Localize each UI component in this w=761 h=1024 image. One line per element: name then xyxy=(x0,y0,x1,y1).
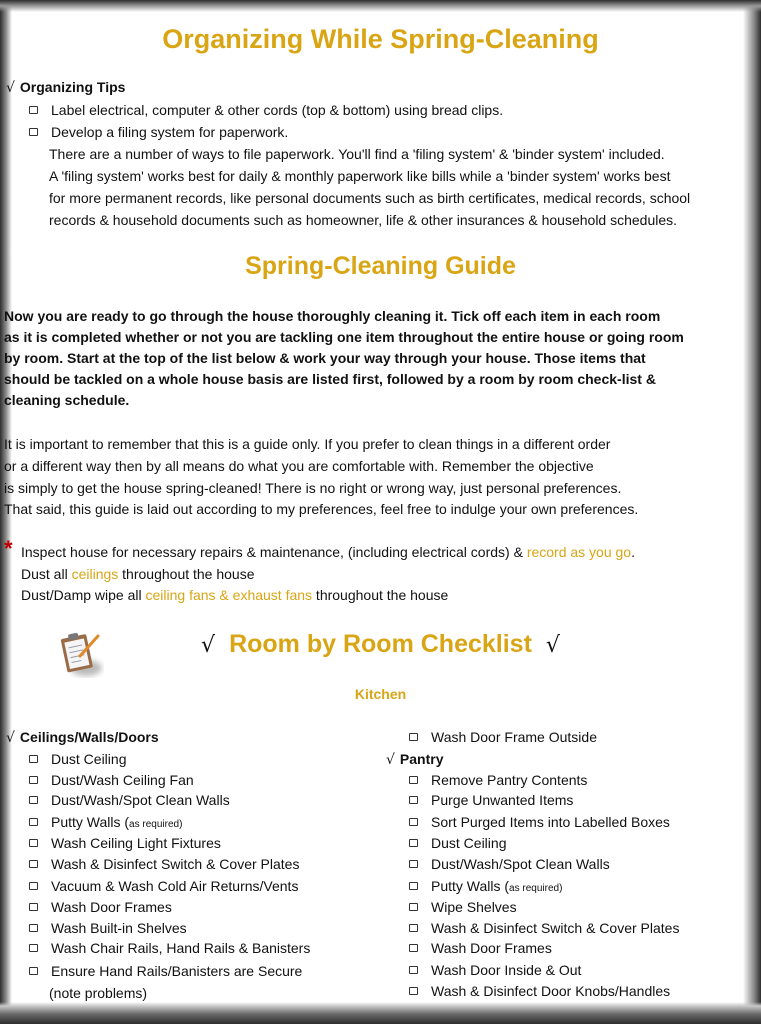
checkbox-icon[interactable] xyxy=(409,818,418,826)
guide-intro-line: cleaning schedule. xyxy=(4,392,130,408)
checklist-item: Wash Door Frame Outside xyxy=(409,729,597,745)
tip-paragraph-line: There are a number of ways to file paperwork. You'll find a 'filing system' & 'binder system' included. xyxy=(49,146,665,162)
check-icon: √ xyxy=(201,633,216,658)
check-icon: √ xyxy=(6,730,15,746)
checklist-item: Wash & Disinfect Switch & Cover Plates xyxy=(409,920,679,936)
whole-house-item: Dust all ceilings throughout the house xyxy=(21,566,255,582)
asterisk-icon: * xyxy=(4,536,13,561)
tip-item: Label electrical, computer & other cords (top & bottom) using bread clips. xyxy=(29,102,503,118)
room-checklist-title: √ Room by Room Checklist √ xyxy=(201,630,560,658)
checkbox-icon[interactable] xyxy=(409,839,418,847)
checklist-item: Putty Walls (as required) xyxy=(29,814,182,830)
checkbox-icon[interactable] xyxy=(409,903,418,911)
checklist-item: Wash Ceiling Light Fixtures xyxy=(29,835,221,851)
guide-note-line: It is important to remember that this is a guide only. If you prefer to clean things in a different order xyxy=(4,436,611,452)
checkbox-icon[interactable] xyxy=(409,796,418,804)
checklist-item: Wash Door Frames xyxy=(409,940,552,956)
checklist-item: Dust Ceiling xyxy=(29,751,126,767)
checkbox-icon[interactable] xyxy=(409,733,418,741)
checkbox-icon[interactable] xyxy=(409,924,418,932)
guide-note-line: is simply to get the house spring-cleaned! There is no right or wrong way, just personal preferences. xyxy=(4,480,622,496)
guide-note-line: or a different way then by all means do what you are comfortable with. Remember the objective xyxy=(4,458,594,474)
organizing-tips-heading: √ Organizing Tips xyxy=(6,79,126,96)
checkbox-icon[interactable] xyxy=(29,755,38,763)
room-name: Kitchen xyxy=(354,686,407,702)
checklist-item: Ensure Hand Rails/Banisters are Secure xyxy=(29,963,302,979)
checkbox-icon[interactable] xyxy=(409,944,418,952)
checklist-item: Sort Purged Items into Labelled Boxes xyxy=(409,814,670,830)
tip-paragraph-line: for more permanent records, like personal documents such as birth certificates, medical records, school xyxy=(49,190,691,206)
guide-intro-line: should be tackled on a whole house basis are listed first, followed by a room by room check-list & xyxy=(4,371,656,387)
checklist-item: Dust/Wash/Spot Clean Walls xyxy=(29,792,230,808)
guide-intro-line: by room. Start at the top of the list below & work your way through your house. Those items that xyxy=(4,350,646,366)
checkbox-icon[interactable] xyxy=(29,818,38,826)
checklist-item: Dust/Wash Ceiling Fan xyxy=(29,772,194,788)
checklist-item: Wash Door Inside & Out xyxy=(409,962,581,978)
section-heading-pantry: √ Pantry xyxy=(386,751,444,768)
check-icon: √ xyxy=(6,80,15,96)
check-icon: √ xyxy=(386,752,395,768)
checklist-item: Wash Door Frames xyxy=(29,899,172,915)
checkbox-icon[interactable] xyxy=(29,128,38,136)
tip-paragraph-line: A 'filing system' works best for daily & monthly paperwork like bills while a 'binder system' works best xyxy=(49,168,671,184)
checkbox-icon[interactable] xyxy=(409,987,418,995)
checklist-item: Remove Pantry Contents xyxy=(409,772,587,788)
checklist-item: Wash & Disinfect Switch & Cover Plates xyxy=(29,856,299,872)
tip-paragraph-line: records & household documents such as homeowner, life & other insurances & household schedules. xyxy=(49,212,678,228)
guide-title: Spring-Cleaning Guide xyxy=(245,252,516,280)
checklist-item: Purge Unwanted Items xyxy=(409,792,573,808)
tip-item: Develop a filing system for paperwork. xyxy=(29,124,288,140)
checkbox-icon[interactable] xyxy=(29,839,38,847)
checklist-item: Wash & Disinfect Door Knobs/Handles xyxy=(409,983,670,999)
checkbox-icon[interactable] xyxy=(409,776,418,784)
checklist-item: Wash Built-in Shelves xyxy=(29,920,187,936)
checkbox-icon[interactable] xyxy=(29,967,38,975)
guide-note-line: That said, this guide is laid out according to my preferences, feel free to indulge your own preferences. xyxy=(4,501,639,517)
checklist-item-note: (note problems) xyxy=(49,985,148,1001)
checklist-item: Wash Chair Rails, Hand Rails & Banisters xyxy=(29,940,310,956)
checklist-item: Vacuum & Wash Cold Air Returns/Vents xyxy=(29,878,298,894)
section-heading-ceilings: √ Ceilings/Walls/Doors xyxy=(6,729,159,746)
guide-intro-line: as it is completed whether or not you are tackling one item throughout the entire house or going room xyxy=(4,329,684,345)
guide-intro-line: Now you are ready to go through the house thoroughly cleaning it. Tick off each item in each room xyxy=(4,308,661,324)
checkbox-icon[interactable] xyxy=(29,106,38,114)
page-title: Organizing While Spring-Cleaning xyxy=(162,24,599,54)
checkbox-icon[interactable] xyxy=(409,882,418,890)
whole-house-item: Inspect house for necessary repairs & maintenance, (including electrical cords) & record as you go. xyxy=(21,544,635,560)
checkbox-icon[interactable] xyxy=(29,924,38,932)
checkbox-icon[interactable] xyxy=(29,882,38,890)
checkbox-icon[interactable] xyxy=(29,944,38,952)
whole-house-item: Dust/Damp wipe all ceiling fans & exhaust fans throughout the house xyxy=(21,587,449,603)
checklist-item: Dust Ceiling xyxy=(409,835,506,851)
checkbox-icon[interactable] xyxy=(29,796,38,804)
checkbox-icon[interactable] xyxy=(409,860,418,868)
checklist-item: Wipe Shelves xyxy=(409,899,517,915)
checklist-item: Putty Walls (as required) xyxy=(409,878,562,894)
checkbox-icon[interactable] xyxy=(29,903,38,911)
checkbox-icon[interactable] xyxy=(29,860,38,868)
checkbox-icon[interactable] xyxy=(409,966,418,974)
checklist-item: Dust/Wash/Spot Clean Walls xyxy=(409,856,610,872)
check-icon: √ xyxy=(545,633,560,658)
checkbox-icon[interactable] xyxy=(29,776,38,784)
